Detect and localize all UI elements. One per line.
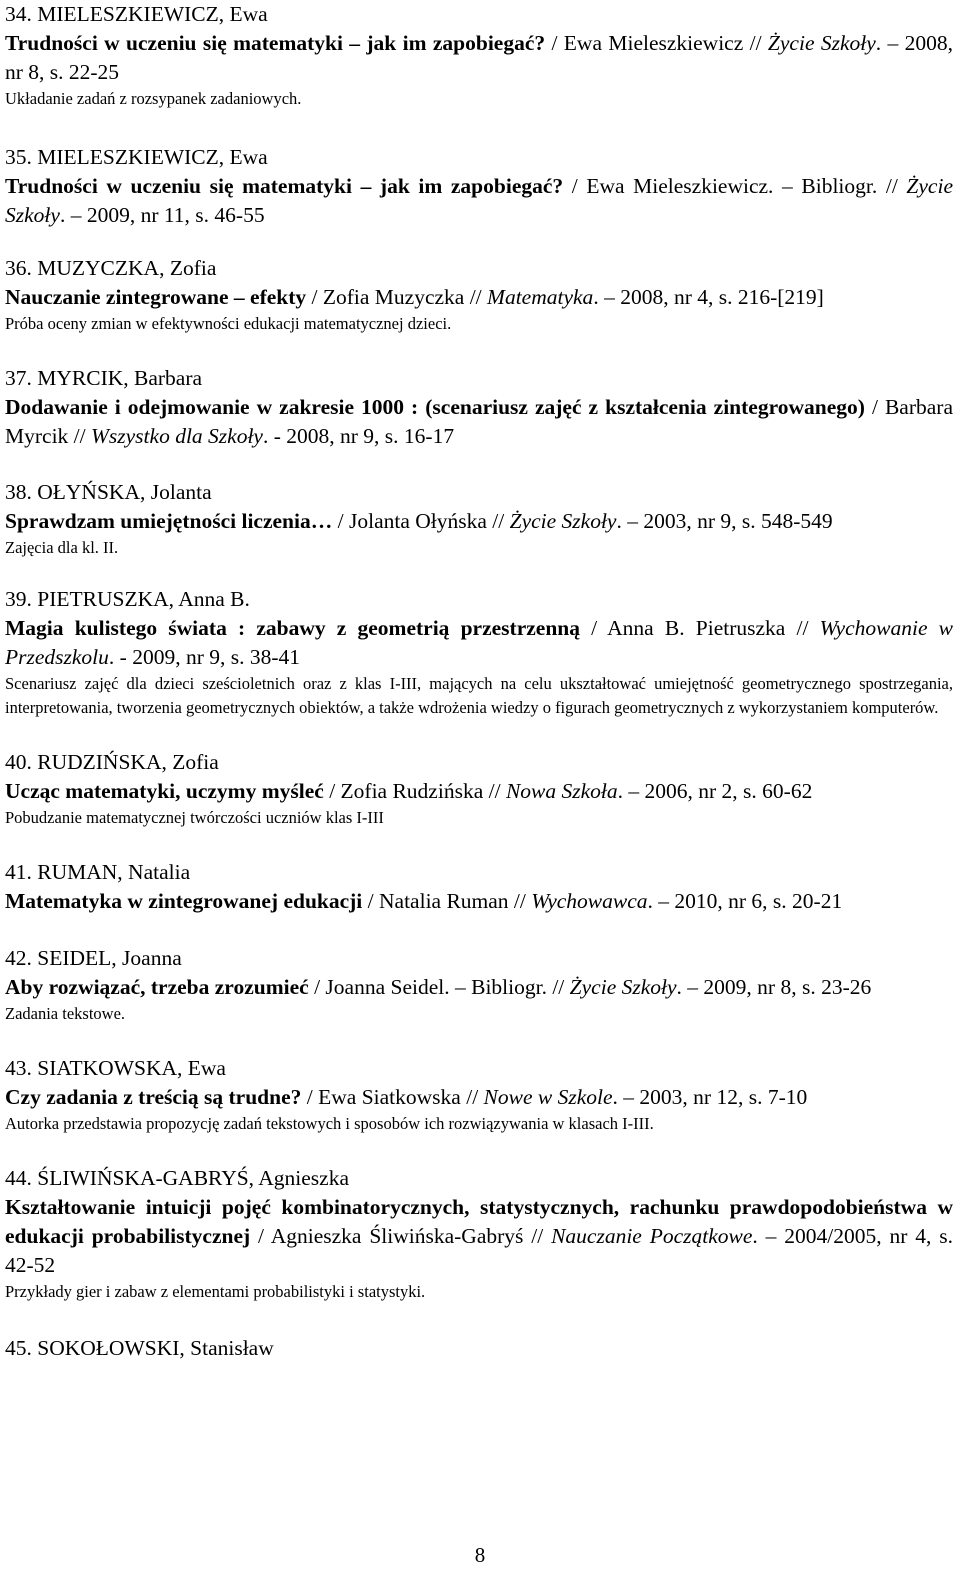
entry-citation — [5, 614, 953, 672]
entry-responsibility: / Jolanta Ołyńska // — [332, 509, 510, 533]
entry-citation — [5, 973, 953, 1002]
entry-author: 42. SEIDEL, Joanna — [5, 946, 182, 970]
entry-title: Dodawanie i odejmowanie w zakresie 1000 : (scenariusz zajęć z kształcenia zintegrowanego) — [5, 395, 865, 419]
entry-journal: Nauczanie Początkowe — [551, 1224, 753, 1248]
entry-author: 35. MIELESZKIEWICZ, Ewa — [5, 145, 268, 169]
entry-title: Matematyka w zintegrowanej edukacji — [5, 889, 363, 913]
entry-title: Sprawdzam umiejętności liczenia… — [5, 509, 333, 533]
entry-title: Trudności w uczeniu się matematyki – jak im zapobiegać? — [5, 174, 564, 198]
entry-citation — [5, 172, 953, 230]
entry-note: Próba oceny zmian w efektywności edukacji matematycznej dzieci. — [5, 314, 452, 333]
entry-details: . - 2008, nr 9, s. 16-17 — [262, 424, 455, 448]
entry-citation — [5, 1193, 953, 1280]
entry-responsibility: / Zofia Muzyczka // — [306, 285, 488, 309]
entry-journal: Wszystko dla Szkoły — [91, 424, 263, 448]
entry-responsibility: / Ewa Mieleszkiewicz. – Bibliogr. // — [563, 174, 907, 198]
entry-citation — [5, 507, 953, 536]
entry-citation — [5, 777, 953, 806]
entry-responsibility: / Joanna Seidel. – Bibliogr. // — [308, 975, 570, 999]
entry-note: Autorka przedstawia propozycję zadań tekstowych i sposobów ich rozwiązywania w klasach I-III. — [5, 1114, 654, 1133]
entry-details: . – 2004/2005, nr 4, s. 42-52 — [5, 1224, 953, 1277]
entry-citation — [5, 283, 953, 312]
entry-author: 39. PIETRUSZKA, Anna B. — [5, 587, 250, 611]
bibliography-entry — [5, 585, 953, 720]
entry-journal: Wychowanie w Przedszkolu — [5, 616, 954, 669]
entry-author: 45. SOKOŁOWSKI, Stanisław — [5, 1336, 274, 1360]
entry-details: . – 2009, nr 8, s. 23-26 — [676, 975, 872, 999]
entry-title: Magia kulistego świata : zabawy z geometrią przestrzenną — [5, 616, 580, 640]
entry-note: Scenariusz zajęć dla dzieci sześcioletnich oraz z klas I-III, mających na celu ukształtować umiejętność geometrycznego spostrzegania, interpretowania, tworzenia geometrycznych obiektów, a także wdrożenia wiedzy o figurach geometrycznych z wykorzystaniem komputerów. — [5, 674, 953, 717]
entry-author: 44. ŚLIWIŃSKA-GABRYŚ, Agnieszka — [5, 1166, 349, 1190]
bibliography-entry — [5, 858, 953, 916]
entry-journal: Życie Szkoły — [767, 31, 876, 55]
entry-title: Kształtowanie intuicji pojęć kombinatorycznych, statystycznych, rachunku prawdopodobieństwa w edukacji probabilistycznej — [5, 1195, 953, 1248]
bibliography-entry — [5, 364, 953, 451]
entry-details: . – 2003, nr 12, s. 7-10 — [612, 1085, 808, 1109]
entry-journal: Nowa Szkoła — [505, 779, 618, 803]
entry-journal: Wychowawca — [531, 889, 648, 913]
entry-details: . – 2003, nr 9, s. 548-549 — [616, 509, 833, 533]
entry-note: Układanie zadań z rozsypanek zadaniowych. — [5, 89, 302, 108]
entry-responsibility: / Ewa Mieleszkiewicz // — [545, 31, 768, 55]
entry-author: 36. MUZYCZKA, Zofia — [5, 256, 217, 280]
entry-author: 40. RUDZIŃSKA, Zofia — [5, 750, 219, 774]
entry-author: 38. OŁYŃSKA, Jolanta — [5, 480, 212, 504]
entry-responsibility: / Anna B. Pietruszka // — [580, 616, 820, 640]
entry-citation — [5, 393, 953, 451]
entry-title: Trudności w uczeniu się matematyki – jak im zapobiegać? — [5, 31, 546, 55]
entry-citation — [5, 29, 953, 87]
entry-details: . – 2008, nr 8, s. 22-25 — [5, 31, 953, 84]
bibliography-entry — [5, 0, 953, 111]
entry-author: 43. SIATKOWSKA, Ewa — [5, 1056, 226, 1080]
bibliography-entry — [5, 1334, 953, 1363]
bibliography-entry — [5, 143, 953, 230]
page-number: 8 — [474, 1543, 486, 1567]
entry-title: Ucząc matematyki, uczymy myśleć — [5, 779, 324, 803]
entry-note: Przykłady gier i zabaw z elementami probabilistyki i statystyki. — [5, 1282, 426, 1301]
entry-journal: Matematyka — [487, 285, 594, 309]
bibliography-entry — [5, 944, 953, 1026]
entry-journal: Nowe w Szkole — [483, 1085, 613, 1109]
entry-journal: Życie Szkoły — [5, 174, 953, 227]
entry-note: Zajęcia dla kl. II. — [5, 538, 119, 557]
bibliography-page — [5, 0, 953, 1363]
bibliography-entry — [5, 748, 953, 830]
entry-details: . – 2008, nr 4, s. 216-[219] — [593, 285, 824, 309]
entry-details: . – 2010, nr 6, s. 20-21 — [647, 889, 843, 913]
entry-title: Czy zadania z treścią są trudne? — [5, 1085, 302, 1109]
entry-responsibility: / Zofia Rudzińska // — [323, 779, 506, 803]
entry-title: Aby rozwiązać, trzeba zrozumieć — [5, 975, 309, 999]
bibliography-entry — [5, 1164, 953, 1304]
entry-details: . – 2006, nr 2, s. 60-62 — [617, 779, 813, 803]
entry-author: 37. MYRCIK, Barbara — [5, 366, 203, 390]
entry-details: . – 2009, nr 11, s. 46-55 — [59, 203, 265, 227]
entry-citation — [5, 1083, 953, 1112]
entry-note: Zadania tekstowe. — [5, 1004, 126, 1023]
entry-responsibility: / Barbara Myrcik // — [5, 395, 954, 448]
entry-responsibility: / Natalia Ruman // — [362, 889, 532, 913]
bibliography-entry — [5, 478, 953, 560]
bibliography-entry — [5, 254, 953, 336]
entry-details: . - 2009, nr 9, s. 38-41 — [108, 645, 301, 669]
entry-citation — [5, 887, 953, 916]
entry-responsibility: / Agnieszka Śliwińska-Gabryś // — [250, 1224, 552, 1248]
entry-journal: Życie Szkoły — [509, 509, 617, 533]
entry-title: Nauczanie zintegrowane – efekty — [5, 285, 307, 309]
bibliography-entry — [5, 1054, 953, 1136]
entry-note: Pobudzanie matematycznej twórczości uczniów klas I-III — [5, 808, 384, 827]
entry-author: 34. MIELESZKIEWICZ, Ewa — [5, 2, 268, 26]
entry-author: 41. RUMAN, Natalia — [5, 860, 191, 884]
entry-journal: Życie Szkoły — [569, 975, 677, 999]
entry-responsibility: / Ewa Siatkowska // — [301, 1085, 484, 1109]
